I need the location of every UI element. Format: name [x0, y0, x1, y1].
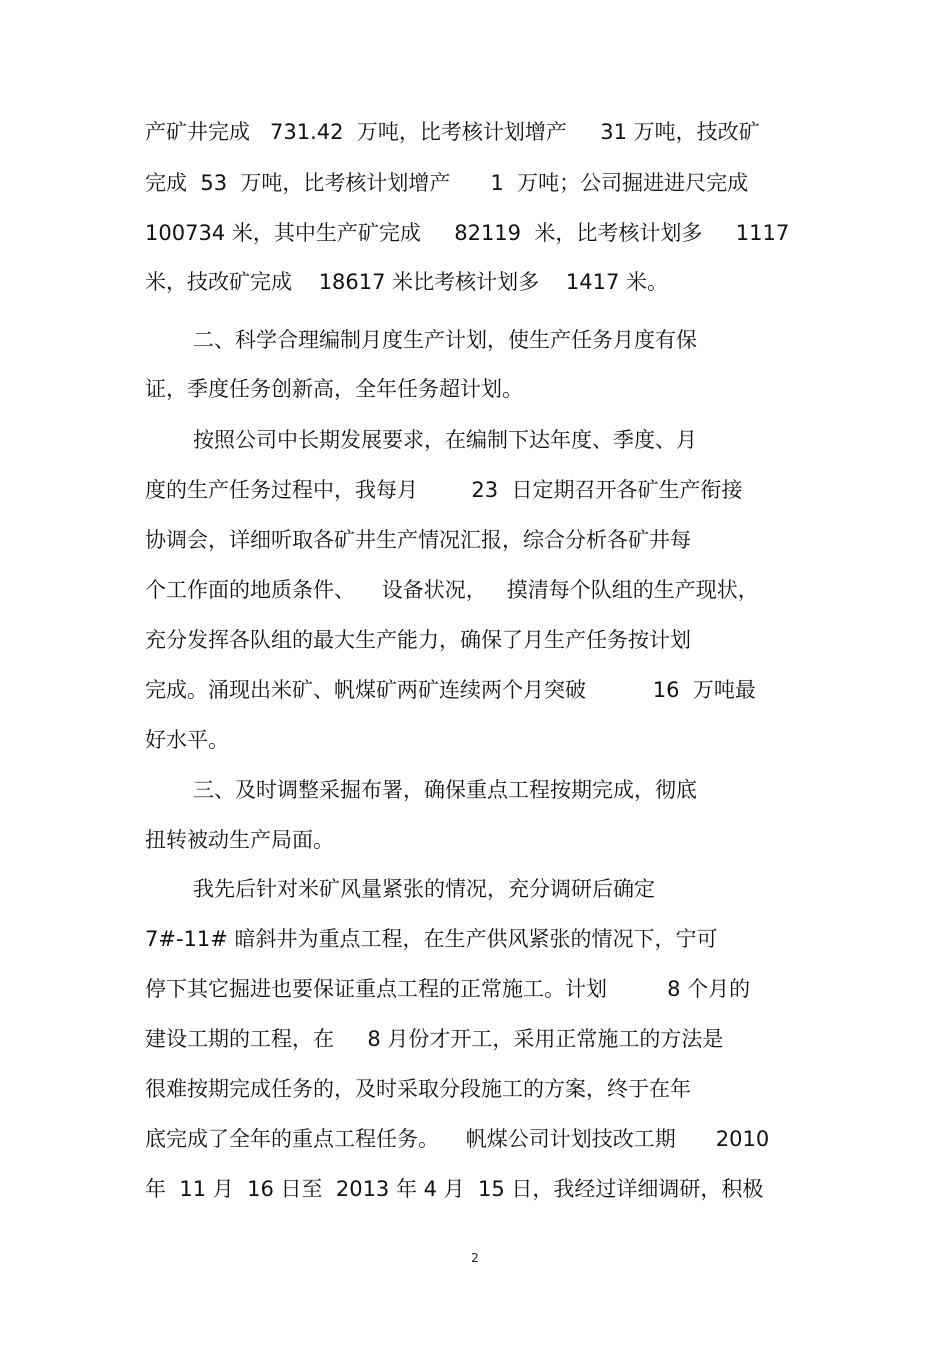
text-line: 100734 米，其中生产矿完成 82119 米，比考核计划多 1117 [145, 221, 790, 245]
text-line: 完成 53 万吨，比考核计划增产 1 万吨；公司掘进进尺完成 [145, 171, 749, 195]
text-line: 充分发挥各队组的最大生产能力，确保了月生产任务按计划 [145, 628, 691, 652]
text-line: 很难按期完成任务的，及时采取分段施工的方案，终于在年 [145, 1077, 691, 1101]
text-line: 产矿井完成 731.42 万吨，比考核计划增产 31 万吨，技改矿 [145, 120, 760, 144]
section-heading-line: 二、科学合理编制月度生产计划，使生产任务月度有保 [193, 328, 697, 352]
text-line: 好水平。 [145, 728, 229, 752]
page-number: 2 [471, 1251, 479, 1265]
text-line: 按照公司中长期发展要求，在编制下达年度、季度、月 [193, 428, 697, 452]
text-line: 米，技改矿完成 18617 米比考核计划多 1417 米。 [145, 270, 668, 294]
text-line: 协调会，详细听取各矿井生产情况汇报，综合分析各矿井每 [145, 528, 691, 552]
text-line: 度的生产任务过程中，我每月 23 日定期召开各矿生产衔接 [145, 478, 743, 502]
text-line: 停下其它掘进也要保证重点工程的正常施工。计划 8 个月的 [145, 977, 751, 1001]
text-line: 年 11 月 16 日至 2013 年 4 月 15 日，我经过详细调研，积极 [145, 1177, 764, 1201]
text-line: 底完成了全年的重点工程任务。 帆煤公司计划技改工期 2010 [145, 1127, 770, 1151]
text-line: 个工作面的地质条件、 设备状况， 摸清每个队组的生产现状， [145, 578, 759, 602]
text-line: 完成。涌现出米矿、帆煤矿两矿连续两个月突破 16 万吨最 [145, 678, 756, 702]
text-line: 建设工期的工程，在 8 月份才开工，采用正常施工的方法是 [145, 1027, 724, 1051]
text-line: 我先后针对米矿风量紧张的情况，充分调研后确定 [193, 877, 655, 901]
section-heading-line: 三、及时调整采掘布署，确保重点工程按期完成，彻底 [193, 778, 697, 802]
section-heading-line: 证，季度任务创新高，全年任务超计划。 [145, 377, 523, 401]
section-heading-line: 扭转被动生产局面。 [145, 828, 334, 852]
text-line: 7#-11# 暗斜井为重点工程，在生产供风紧张的情况下，宁可 [145, 927, 718, 951]
